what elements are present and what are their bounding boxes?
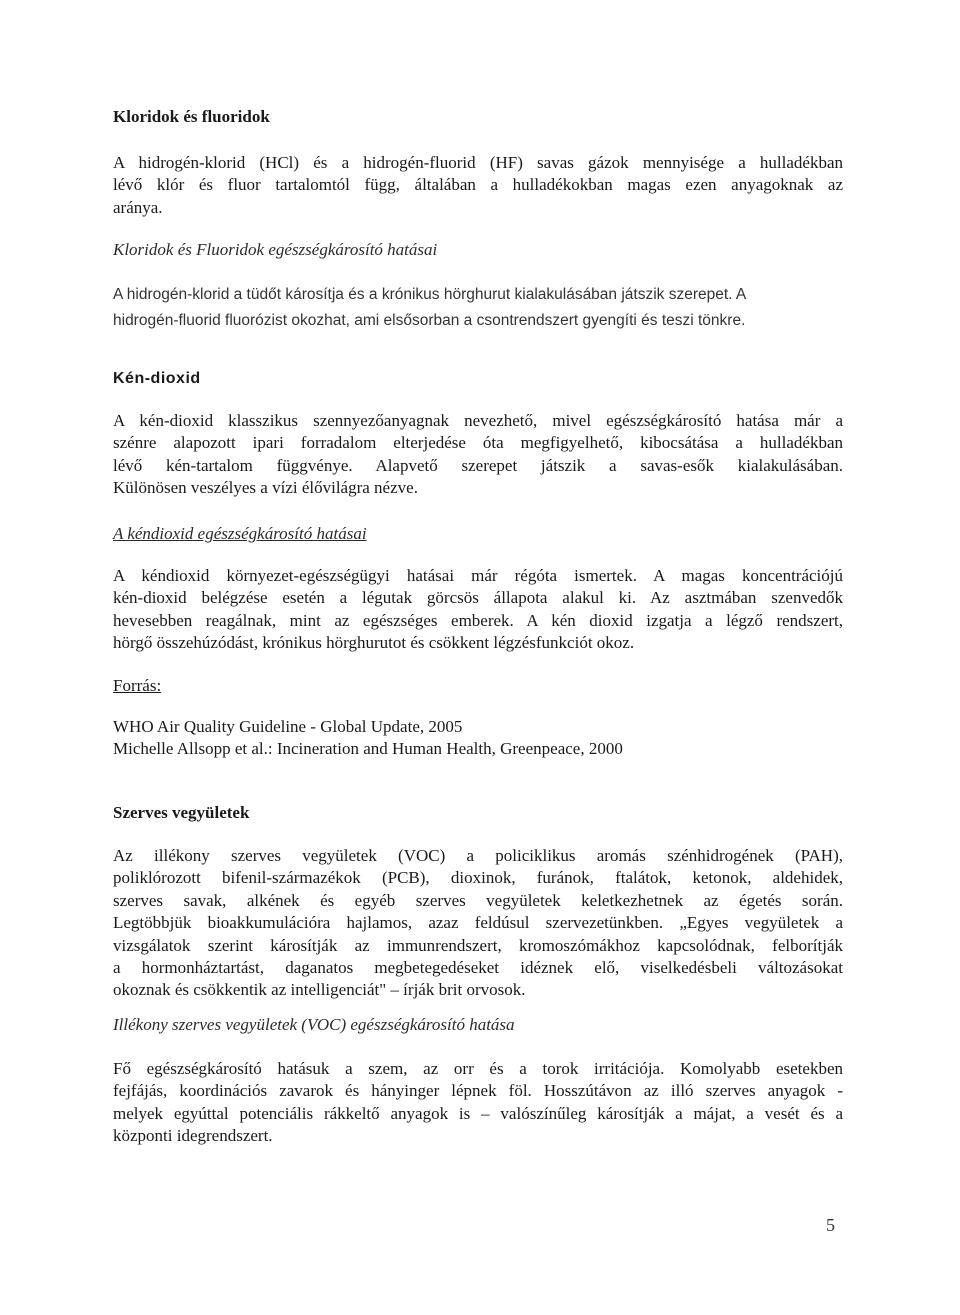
text-line: poliklórozott bifenil-származékok (PCB), dioxinok, furánok, ftalátok, ketonok, aldehidek, [113, 868, 843, 888]
text-line: okoznak és csökkentik az intelligenciát" – írják brit orvosok. [113, 980, 526, 1000]
text-line: a hormonháztartást, daganatos megbetegedéseket idéznek elő, viselkedésbeli változásokat [113, 957, 843, 977]
paragraph-chlorides-effects [113, 282, 843, 334]
text-line: melyek egyúttal potenciális rákkeltő anyagok is – valószínűleg károsítják a májat, a vesét és a [113, 1103, 843, 1123]
text-line: lévő klór és fluor tartalomtól függ, általában a hulladékokban magas ezen anyagoknak az [113, 175, 843, 195]
text-line: vizsgálatok szerint károsítják az immunrendszert, kromoszómákhoz kapcsolódnak, felborítják [113, 935, 843, 955]
text-line: fejfájás, koordinációs zavarok és hányinger lépnek föl. Hosszútávon az illó szerves anyagok - [113, 1081, 843, 1101]
text-line: A hidrogén-klorid (HCl) és a hidrogén-fluorid (HF) savas gázok mennyisége a hulladékban [113, 153, 843, 172]
text-line: Különösen veszélyes a vízi élővilágra nézve. [113, 478, 418, 498]
section-title-sulfur-dioxide: Kén-dioxid [113, 370, 201, 387]
text-line: szerves savak, alkének és egyéb szerves vegyületek keletkezhetnek az égetés során. [113, 890, 843, 910]
text-line: A kéndioxid környezet-egészségügyi hatásai már régóta ismertek. A magas koncentrációjú [113, 566, 843, 585]
text-line: kén-dioxid belégzése esetén a légutak görcsös állapota alakul ki. Az asztmában szenvedők [113, 588, 843, 608]
subtitle-sulfur-health [113, 524, 367, 544]
text-line: hidrogén-fluorid fluorózist okozhat, ami elsősorban a csontrendszert gyengíti és teszi tönkre. [113, 312, 746, 329]
text-line: központi idegrendszert. [113, 1126, 273, 1146]
text-line: szénre alapozott ipari forradalom elterjedése óta megfigyelhető, kibocsátása a hulladékban [113, 433, 843, 453]
text-line: A kén-dioxid klasszikus szennyezőanyagnak nevezhető, mivel egészségkárosító hatása már a [113, 411, 843, 430]
subtitle-text: A kéndioxid egészségkárosító hatásai [113, 524, 367, 543]
section-title-organic-compounds: Szerves vegyületek [113, 803, 250, 822]
paragraph-chlorides-intro [113, 152, 843, 219]
paragraph-voc-effects [113, 1058, 843, 1148]
page-number: 5 [826, 1215, 835, 1235]
paragraph-sulfur-intro [113, 410, 843, 500]
text-line: Legtöbbjük bioakkumulációra hajlamos, azaz feldúsul szervezetünkben. „Egyes vegyületek a [113, 913, 843, 933]
subtitle-chlorides-health: Kloridok és Fluoridok egészségkárosító hatásai [113, 240, 438, 259]
source-item: WHO Air Quality Guideline - Global Update, 2005 [113, 717, 463, 736]
paragraph-organic-intro [113, 845, 843, 1002]
sources-label: Forrás: [113, 676, 162, 695]
sources-list [113, 716, 843, 761]
text-line: hörgő összehúzódást, krónikus hörghurutot és csökkent légzésfunkciót okoz. [113, 633, 635, 653]
source-item: Michelle Allsopp et al.: Incineration and Human Health, Greenpeace, 2000 [113, 739, 623, 759]
text-line: aránya. [113, 197, 163, 217]
section-title-chlorides: Kloridok és fluoridok [113, 107, 270, 126]
paragraph-sulfur-effects [113, 565, 843, 655]
text-line: A hidrogén-klorid a tüdőt károsítja és a krónikus hörghurut kialakulásában játszik szerepet. A [113, 286, 747, 303]
text-line: Fő egészségkárosító hatásuk a szem, az orr és a torok irritációja. Komolyabb esetekben [113, 1059, 843, 1078]
text-line: lévő kén-tartalom függvénye. Alapvető szerepet játszik a savas-esők kialakulásában. [113, 455, 843, 475]
text-line: Az illékony szerves vegyületek (VOC) a policiklikus aromás szénhidrogének (PAH), [113, 846, 843, 865]
text-line: hevesebben reagálnak, mint az egészséges emberek. A kén dioxid izgatja a légző rendszert, [113, 610, 843, 630]
subtitle-voc-health: Illékony szerves vegyületek (VOC) egészségkárosító hatása [113, 1015, 515, 1034]
